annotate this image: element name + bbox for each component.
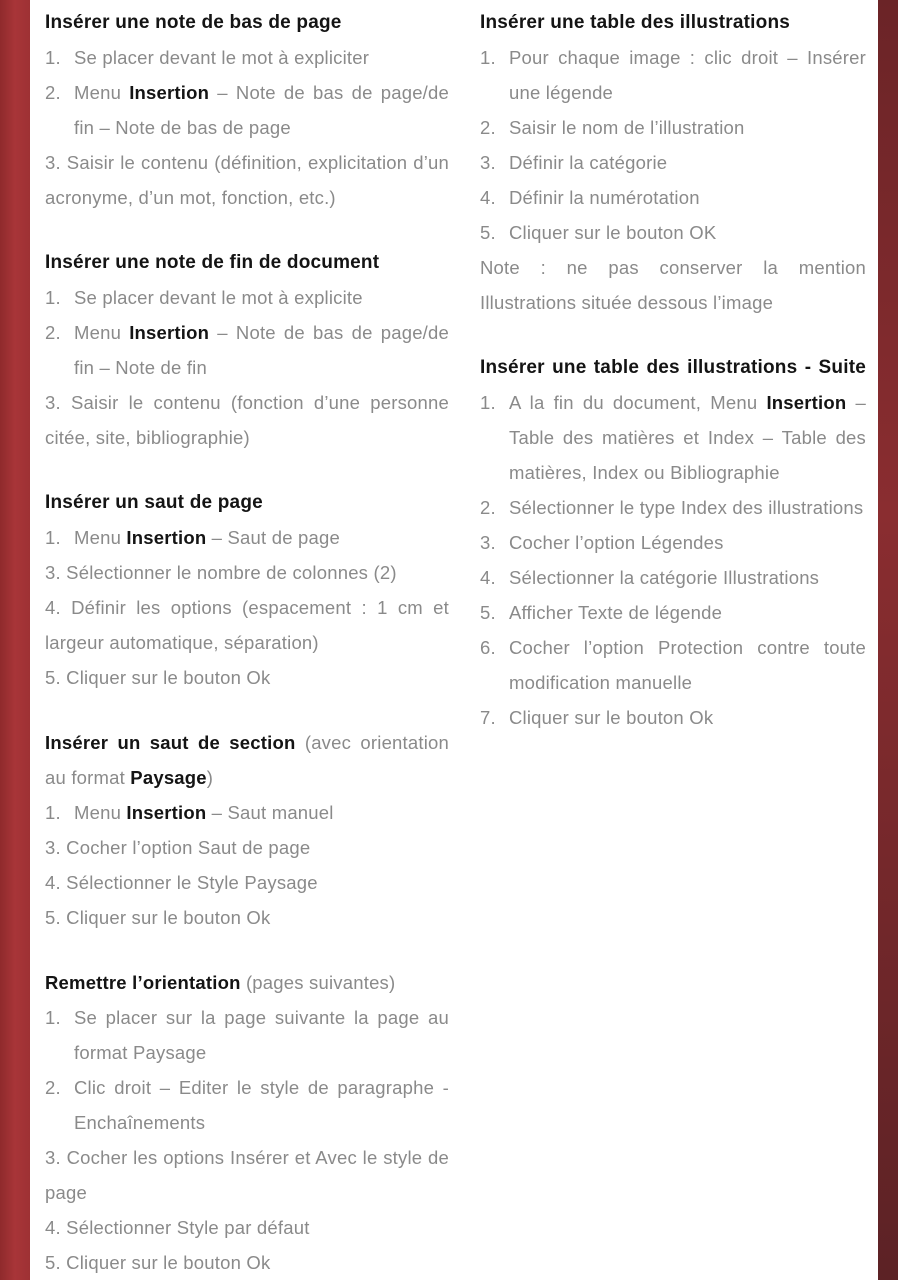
list-item: 1. Se placer devant le mot à explicite xyxy=(45,287,363,308)
list-item: 2. Sélectionner le type Index des illustrations xyxy=(480,497,864,518)
list-item: 3. Cocher l’option Saut de page xyxy=(45,837,311,858)
section-title: Insérer une table des illustrations - Suite xyxy=(480,357,866,378)
list-item: 3. Saisir le contenu (fonction d’une personne citée, site, bibliographie) xyxy=(45,392,449,448)
list-item: 2. Saisir le nom de l’illustration xyxy=(480,117,745,138)
section-table-illustrations xyxy=(480,5,866,320)
section-title: Insérer une table des illustrations xyxy=(480,12,791,33)
list-item: 4. Définir la numérotation xyxy=(480,187,700,208)
list-item: 1. Menu Insertion – Saut de page xyxy=(45,527,340,548)
section-remettre-orientation xyxy=(45,965,449,1280)
list-item: 2. Clic droit – Editer le style de paragraphe - Enchaînements xyxy=(45,1077,449,1133)
background-right-strip xyxy=(878,0,898,1280)
left-column xyxy=(45,5,449,1280)
list-item: 1. A la fin du document, Menu Insertion – Table des matières et Index – Table des matières, Index ou Bibliographie xyxy=(480,392,866,483)
list-item: 3. Définir la catégorie xyxy=(480,152,668,173)
right-column xyxy=(480,5,866,735)
list-item: 1. Se placer sur la page suivante la page au format Paysage xyxy=(45,1007,449,1063)
section-note-bas-de-page xyxy=(45,5,449,215)
section-title: Remettre l’orientation xyxy=(45,972,241,993)
list-item: 1. Pour chaque image : clic droit – Insérer une légende xyxy=(480,47,866,103)
list-item: 2. Menu Insertion – Note de bas de page/de fin – Note de fin xyxy=(45,322,449,378)
menu-insertion-label: Insertion xyxy=(126,802,207,823)
menu-insertion-label: Insertion xyxy=(129,322,210,343)
list-item: 5. Cliquer sur le bouton Ok xyxy=(45,667,271,688)
list-item: 5. Cliquer sur le bouton OK xyxy=(480,222,717,243)
list-item: 3. Cocher les options Insérer et Avec le style de page xyxy=(45,1147,449,1203)
list-item: 3. Sélectionner le nombre de colonnes (2) xyxy=(45,562,397,583)
section-heading-paragraph: Remettre l’orientation (pages suivantes) xyxy=(45,972,396,993)
section-note-de-fin xyxy=(45,245,449,455)
list-item: 5. Cliquer sur le bouton Ok xyxy=(45,907,271,928)
section-title: Insérer une note de fin de document xyxy=(45,252,380,273)
list-item: 1. Se placer devant le mot à expliciter xyxy=(45,47,370,68)
list-item: 4. Définir les options (espacement : 1 cm et largeur automatique, séparation) xyxy=(45,597,449,653)
list-item: 6. Cocher l’option Protection contre toute modification manuelle xyxy=(480,637,866,693)
section-saut-de-page xyxy=(45,485,449,695)
section-heading-paragraph: Insérer un saut de section (avec orientation au format Paysage) xyxy=(45,732,450,788)
list-item: 7. Cliquer sur le bouton Ok xyxy=(480,707,714,728)
section-table-illustrations-suite xyxy=(480,350,866,735)
list-item: 3. Cocher l’option Légendes xyxy=(480,532,724,553)
section-title: Insérer un saut de section xyxy=(45,732,296,753)
paysage-label: Paysage xyxy=(130,767,207,788)
section-title: Insérer une note de bas de page xyxy=(45,12,342,33)
list-item: 5. Afficher Texte de légende xyxy=(480,602,723,623)
list-item: 1. Menu Insertion – Saut manuel xyxy=(45,802,334,823)
document-page xyxy=(30,0,878,1280)
list-item: 4. Sélectionner la catégorie Illustrations xyxy=(480,567,820,588)
list-item: 2. Menu Insertion – Note de bas de page/de fin – Note de bas de page xyxy=(45,82,449,138)
list-item: 3. Saisir le contenu (définition, explicitation d’un acronyme, d’un mot, fonction, etc.) xyxy=(45,152,449,208)
menu-insertion-label: Insertion xyxy=(126,527,207,548)
section-saut-de-section xyxy=(45,725,449,935)
list-item: 5. Cliquer sur le bouton Ok xyxy=(45,1252,271,1273)
menu-insertion-label: Insertion xyxy=(766,392,847,413)
section-title: Insérer un saut de page xyxy=(45,492,263,513)
list-item: 4. Sélectionner Style par défaut xyxy=(45,1217,310,1238)
list-item: 4. Sélectionner le Style Paysage xyxy=(45,872,318,893)
menu-insertion-label: Insertion xyxy=(129,82,210,103)
note-paragraph: Note : ne pas conserver la mention Illustrations située dessous l’image xyxy=(480,257,866,313)
